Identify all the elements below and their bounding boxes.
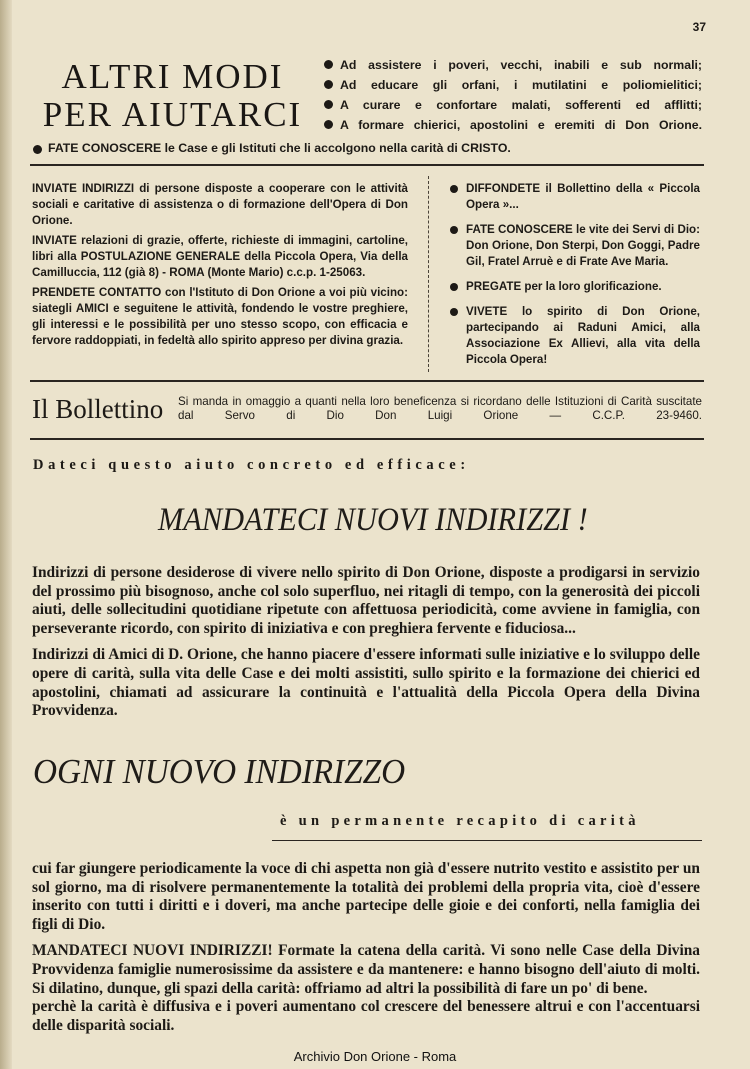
main-title — [30, 58, 315, 134]
help-way-item: A formare chierici, apostolini e eremiti di Don Orione. — [322, 115, 702, 135]
section-rule-middle — [30, 380, 704, 382]
right-column — [448, 181, 700, 377]
help-way-item: Ad educare gli orfani, i mutilatini e poliomielitici; — [322, 75, 702, 95]
section-rule-bottom — [30, 438, 704, 440]
subheadline-rule — [272, 840, 702, 841]
help-ways-list — [322, 55, 702, 135]
right-item: DIFFONDETE il Bollettino della « Piccola Opera »... — [448, 181, 700, 213]
fate-conoscere-line: FATE CONOSCERE le Case e gli Istituti che li accolgono nella carità di CRISTO. — [32, 141, 728, 155]
headline-ogni-nuovo: OGNI NUOVO INDIRIZZO — [33, 752, 406, 791]
paragraph-indirizzi-persone: Indirizzi di persone desiderose di vivere nello spirito di Don Orione, disposte a prodigarsi in servizio del prossimo più bisognoso, anche col solo superfluo, nei ritagli di tempo, con la generosità dei piccoli aiuti, delle sollecitudini quotidiane ripetute con affettuosa periodicità, come avviene in famiglia, con perseverante ricordo, con spirito di iniziativa e con preghiera fervente e fiduciosa... Indirizzi di Amici di D. Orione, che hanno piacere d'essere informati sulle iniziative e lo sviluppo delle opere di carità, sulla vita delle Case e dei molti assistiti, sullo spirito e la formazione dei chierici ed apostolini, chiamati ad assicurare la continuità e l'attualità della Piccola Opera della Divina Provvidenza. — [32, 564, 700, 720]
right-item: PREGATE per la loro glorificazione. — [448, 279, 700, 295]
bullet-icon — [450, 308, 458, 316]
bullet-icon — [324, 120, 333, 129]
section-rule-top — [30, 164, 704, 166]
left-paragraph: INVIATE INDIRIZZI di persone disposte a cooperare con le attività sociali e caritative di assistenza o di formazione dell'Opera di Don Orione. — [32, 182, 408, 227]
bullet-icon — [324, 60, 333, 69]
help-way-item: A curare e confortare malati, sofferenti ed afflitti; — [322, 95, 702, 115]
bullet-icon — [450, 185, 458, 193]
left-paragraph: PRENDETE CONTATTO con l'Istituto di Don Orione a voi più vicino: siategli AMICI e seguitene le attività, fondendo le vostre preghiere, gli interessi e le possibilità per uno stesso scopo, con efficacia e fervore raddoppiati, in fedeltà allo spirito appreso per divina grazia. — [32, 286, 408, 347]
headline-mandateci: MANDATECI NUOVI INDIRIZZI ! — [158, 502, 588, 538]
bullet-icon — [324, 80, 333, 89]
bullet-icon — [33, 145, 42, 154]
left-paragraph: INVIATE relazioni di grazie, offerte, richieste di immagini, cartoline, libri alla POSTULAZIONE GENERALE della Piccola Opera, Via della Camilluccia, 112 (già 8) - ROMA (Monte Mario) c.c.p. 1-25063. — [32, 234, 408, 279]
bollettino-title: Il Bollettino — [32, 394, 164, 424]
column-divider — [428, 176, 429, 372]
help-way-item: Ad assistere i poveri, vecchi, inabili e sub normali; — [322, 55, 702, 75]
title-line-1: ALTRI MODI — [61, 57, 284, 96]
archive-watermark: Archivio Don Orione - Roma — [293, 1049, 457, 1064]
subheadline-recapito: è un permanente recapito di carità — [280, 813, 640, 829]
left-column — [32, 181, 408, 353]
page-number: 37 — [692, 20, 706, 34]
bullet-icon — [324, 100, 333, 109]
bollettino-text: Si manda in omaggio a quanti nella loro beneficenza si ricordano delle Istituzioni di Carità suscitate dal Servo di Dio Don Luigi Orione — C.C.P. 23-9460. — [178, 395, 702, 422]
dateci-heading: Dateci questo aiuto concreto ed efficace: — [33, 457, 470, 473]
right-item: VIVETE lo spirito di Don Orione, partecipando ai Raduni Amici, alla Associazione Ex Allievi, alla vita della Piccola Opera! — [448, 304, 700, 368]
title-line-2: PER AIUTARCI — [42, 95, 303, 134]
right-item: FATE CONOSCERE le vite dei Servi di Dio: Don Orione, Don Sterpi, Don Goggi, Padre Gil, Fratel Arruè e di Frate Ave Maria. — [448, 222, 700, 270]
page-edge — [0, 0, 12, 1069]
bullet-icon — [450, 283, 458, 291]
paragraph-recapito: cui far giungere periodicamente la voce di chi aspetta non già d'essere nutrito vestito e assistito per un sol giorno, ma di risolvere permanentemente la totalità dei problemi della propria vita, cioè d'essere inserito con tutti i diritti e i doveri, ma anche partecipe delle gioie e dei conforti, nella famiglia dei figli di Dio. MANDATECI NUOVI INDIRIZZI! Formate la catena della carità. Vi sono nelle Case della Divina Provvidenza famiglie numerosissime da assistere e da mantenere: e hanno bisogno dell'aiuto di molti. Si dilatino, dunque, gli spazi della carità: offriamo ad altri la possibilità di fare un po' di bene. perchè la carità è diffusiva e i poveri aumentano col crescere del benessere altrui e con l'accentuarsi delle disparità sociali. — [32, 860, 700, 1034]
bullet-icon — [450, 226, 458, 234]
